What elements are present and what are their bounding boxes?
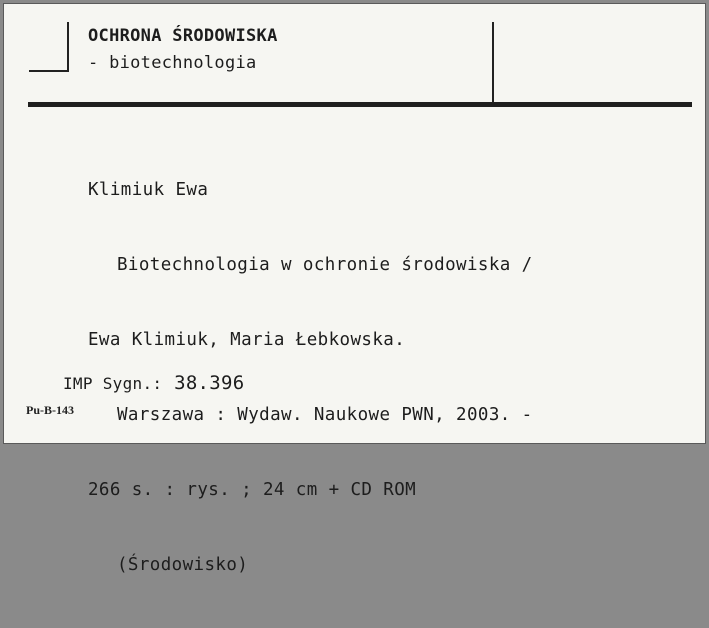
entry-title-line-2: Ewa Klimiuk, Maria Łebkowska.	[88, 330, 406, 350]
call-number-value: 38.396	[174, 372, 245, 394]
corner-mark-horizontal	[29, 70, 69, 72]
header-divider	[492, 22, 494, 102]
catalog-card	[3, 3, 706, 575]
entry-title-line-1: Biotechnologia w ochronie środowiska /	[117, 255, 533, 275]
entry-imprint-line-2: 266 s. : rys. ; 24 cm + CD ROM	[88, 480, 417, 500]
call-number-label: IMP Sygn.:	[63, 374, 163, 393]
subject-heading-main: OCHRONA ŚRODOWISKA	[88, 26, 278, 46]
subject-heading-sub: - biotechnologia	[88, 53, 257, 73]
entry-imprint-line-1: Warszawa : Wydaw. Naukowe PWN, 2003. -	[117, 405, 533, 425]
header-rule	[28, 102, 692, 107]
corner-mark-vertical	[67, 22, 69, 72]
call-number	[63, 372, 245, 394]
entry-series: (Środowisko)	[117, 555, 249, 575]
entry-author: Klimiuk Ewa	[88, 180, 209, 200]
inventory-code: Pu-B-143	[26, 403, 74, 417]
